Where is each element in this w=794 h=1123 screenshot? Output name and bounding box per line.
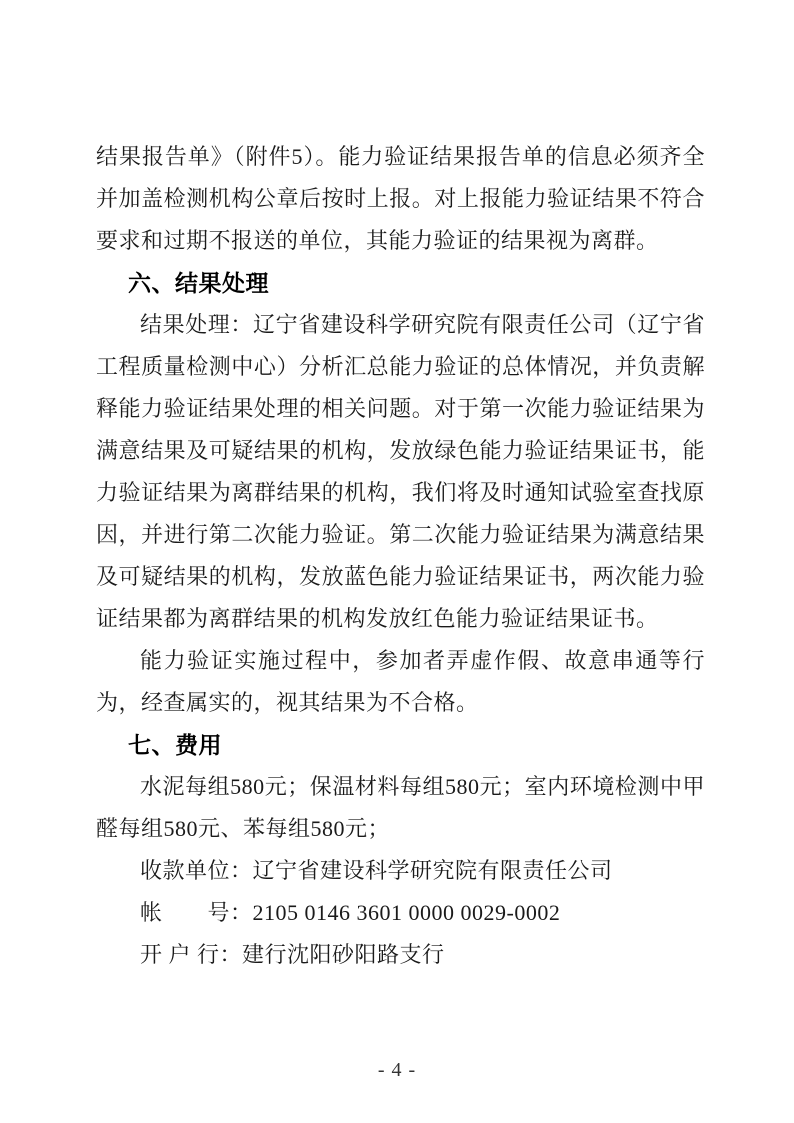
section-heading-fees: 七、费用 — [128, 732, 222, 758]
page-number: - 4 - — [377, 1059, 417, 1081]
paragraph-continuation-report-form: 结果报告单》（附件5）。能力验证结果报告单的信息必须齐全并加盖检测机构公章后按时上报。对上报能力验证结果不符合要求和过期不报送的单位，其能力验证的结果视为离群。 — [96, 144, 705, 253]
paragraph-account-number: 帐 号：2105 0146 3601 0000 0029-0002 — [140, 900, 561, 925]
paragraph-fee-amounts: 水泥每组580元；保温材料每组580元；室内环境检测中甲醛每组580元、苯每组580元； — [96, 774, 705, 841]
paragraph-payee-name: 收款单位：辽宁省建设科学研究院有限责任公司 — [140, 858, 613, 883]
paragraph-result-handling: 结果处理：辽宁省建设科学研究院有限责任公司（辽宁省工程质量检测中心）分析汇总能力验证的总体情况，并负责解释能力验证结果处理的相关问题。对于第一次能力验证结果为满意结果及可疑结果的机构，发放绿色能力验证结果证书，能力验证结果为离群结果的机构，我们将及时通知试验室查找原因，并进行第二次能力验证。第二次能力验证结果为满意结果及可疑结果的机构，发放蓝色能力验证结果证书，两次能力验证结果都为离群结果的机构发放红色能力验证结果证书。 — [96, 312, 705, 631]
section-heading-result-handling: 六、结果处理 — [128, 270, 269, 296]
paragraph-fraud-clause: 能力验证实施过程中，参加者弄虚作假、故意串通等行为，经查属实的，视其结果为不合格。 — [96, 648, 705, 715]
document-body — [96, 136, 705, 976]
paragraph-bank-branch: 开 户 行：建行沈阳砂阳路支行 — [140, 942, 445, 967]
